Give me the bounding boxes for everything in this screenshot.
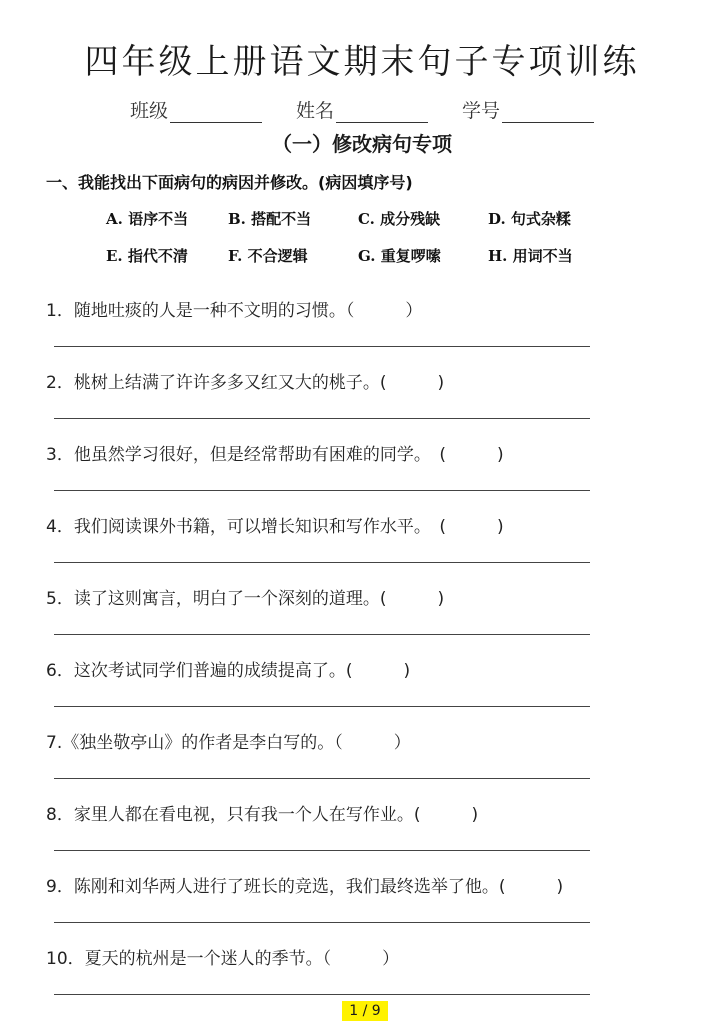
question-4: 4．我们阅读课外书籍，可以增长知识和写作水平。 ( ) <box>46 517 504 537</box>
question-10: 10．夏天的杭州是一个迷人的季节。（ ） <box>46 949 400 969</box>
class-blank[interactable] <box>170 102 262 123</box>
student-info-row <box>0 96 724 123</box>
answer-line-5[interactable] <box>54 634 590 635</box>
option-h: H. 用词不当 <box>488 247 573 265</box>
question-9: 9．陈刚和刘华两人进行了班长的竞选，我们最终选举了他。( ) <box>46 877 564 897</box>
name-label: 姓名 <box>295 100 334 122</box>
question-7: 7.《独坐敬亭山》的作者是李白写的。（ ） <box>46 733 411 753</box>
class-field <box>130 96 262 123</box>
answer-line-6[interactable] <box>54 706 590 707</box>
answer-line-2[interactable] <box>54 418 590 419</box>
question-3: 3．他虽然学习很好，但是经常帮助有困难的同学。 ( ) <box>46 445 504 465</box>
name-blank[interactable] <box>336 102 428 123</box>
answer-line-8[interactable] <box>54 850 590 851</box>
instruction-text: 一、我能找出下面病句的病因并修改。(病因填序号) <box>46 173 413 192</box>
option-e: E. 指代不清 <box>106 247 188 265</box>
option-f: F. 不合逻辑 <box>228 247 308 265</box>
number-label: 学号 <box>462 100 501 122</box>
answer-line-10[interactable] <box>54 994 590 995</box>
name-field <box>296 96 428 123</box>
option-a: A. 语序不当 <box>106 210 189 228</box>
section-title: （一）修改病句专项 <box>272 132 452 156</box>
option-d: D. 句式杂糅 <box>488 210 571 228</box>
question-8: 8．家里人都在看电视，只有我一个人在写作业。( ) <box>46 805 479 825</box>
question-2: 2．桃树上结满了许许多多又红又大的桃子。( ) <box>46 373 445 393</box>
answer-line-7[interactable] <box>54 778 590 779</box>
answer-line-9[interactable] <box>54 922 590 923</box>
answer-line-4[interactable] <box>54 562 590 563</box>
option-c: C. 成分残缺 <box>358 210 441 228</box>
page-number-badge: 1 / 9 <box>342 1001 388 1021</box>
question-6: 6．这次考试同学们普遍的成绩提高了。( ) <box>46 661 411 681</box>
class-label: 班级 <box>129 100 168 122</box>
answer-line-3[interactable] <box>54 490 590 491</box>
page-title: 四年级上册语文期末句子专项训练 <box>84 42 640 82</box>
number-field <box>462 96 594 123</box>
option-g: G. 重复啰嗦 <box>358 247 441 265</box>
options-grid <box>106 208 608 266</box>
question-1: 1．随地吐痰的人是一种不文明的习惯。（ ） <box>46 301 423 321</box>
question-5: 5．读了这则寓言，明白了一个深刻的道理。( ) <box>46 589 445 609</box>
number-blank[interactable] <box>502 102 594 123</box>
option-b: B. 搭配不当 <box>228 210 312 228</box>
answer-line-1[interactable] <box>54 346 590 347</box>
